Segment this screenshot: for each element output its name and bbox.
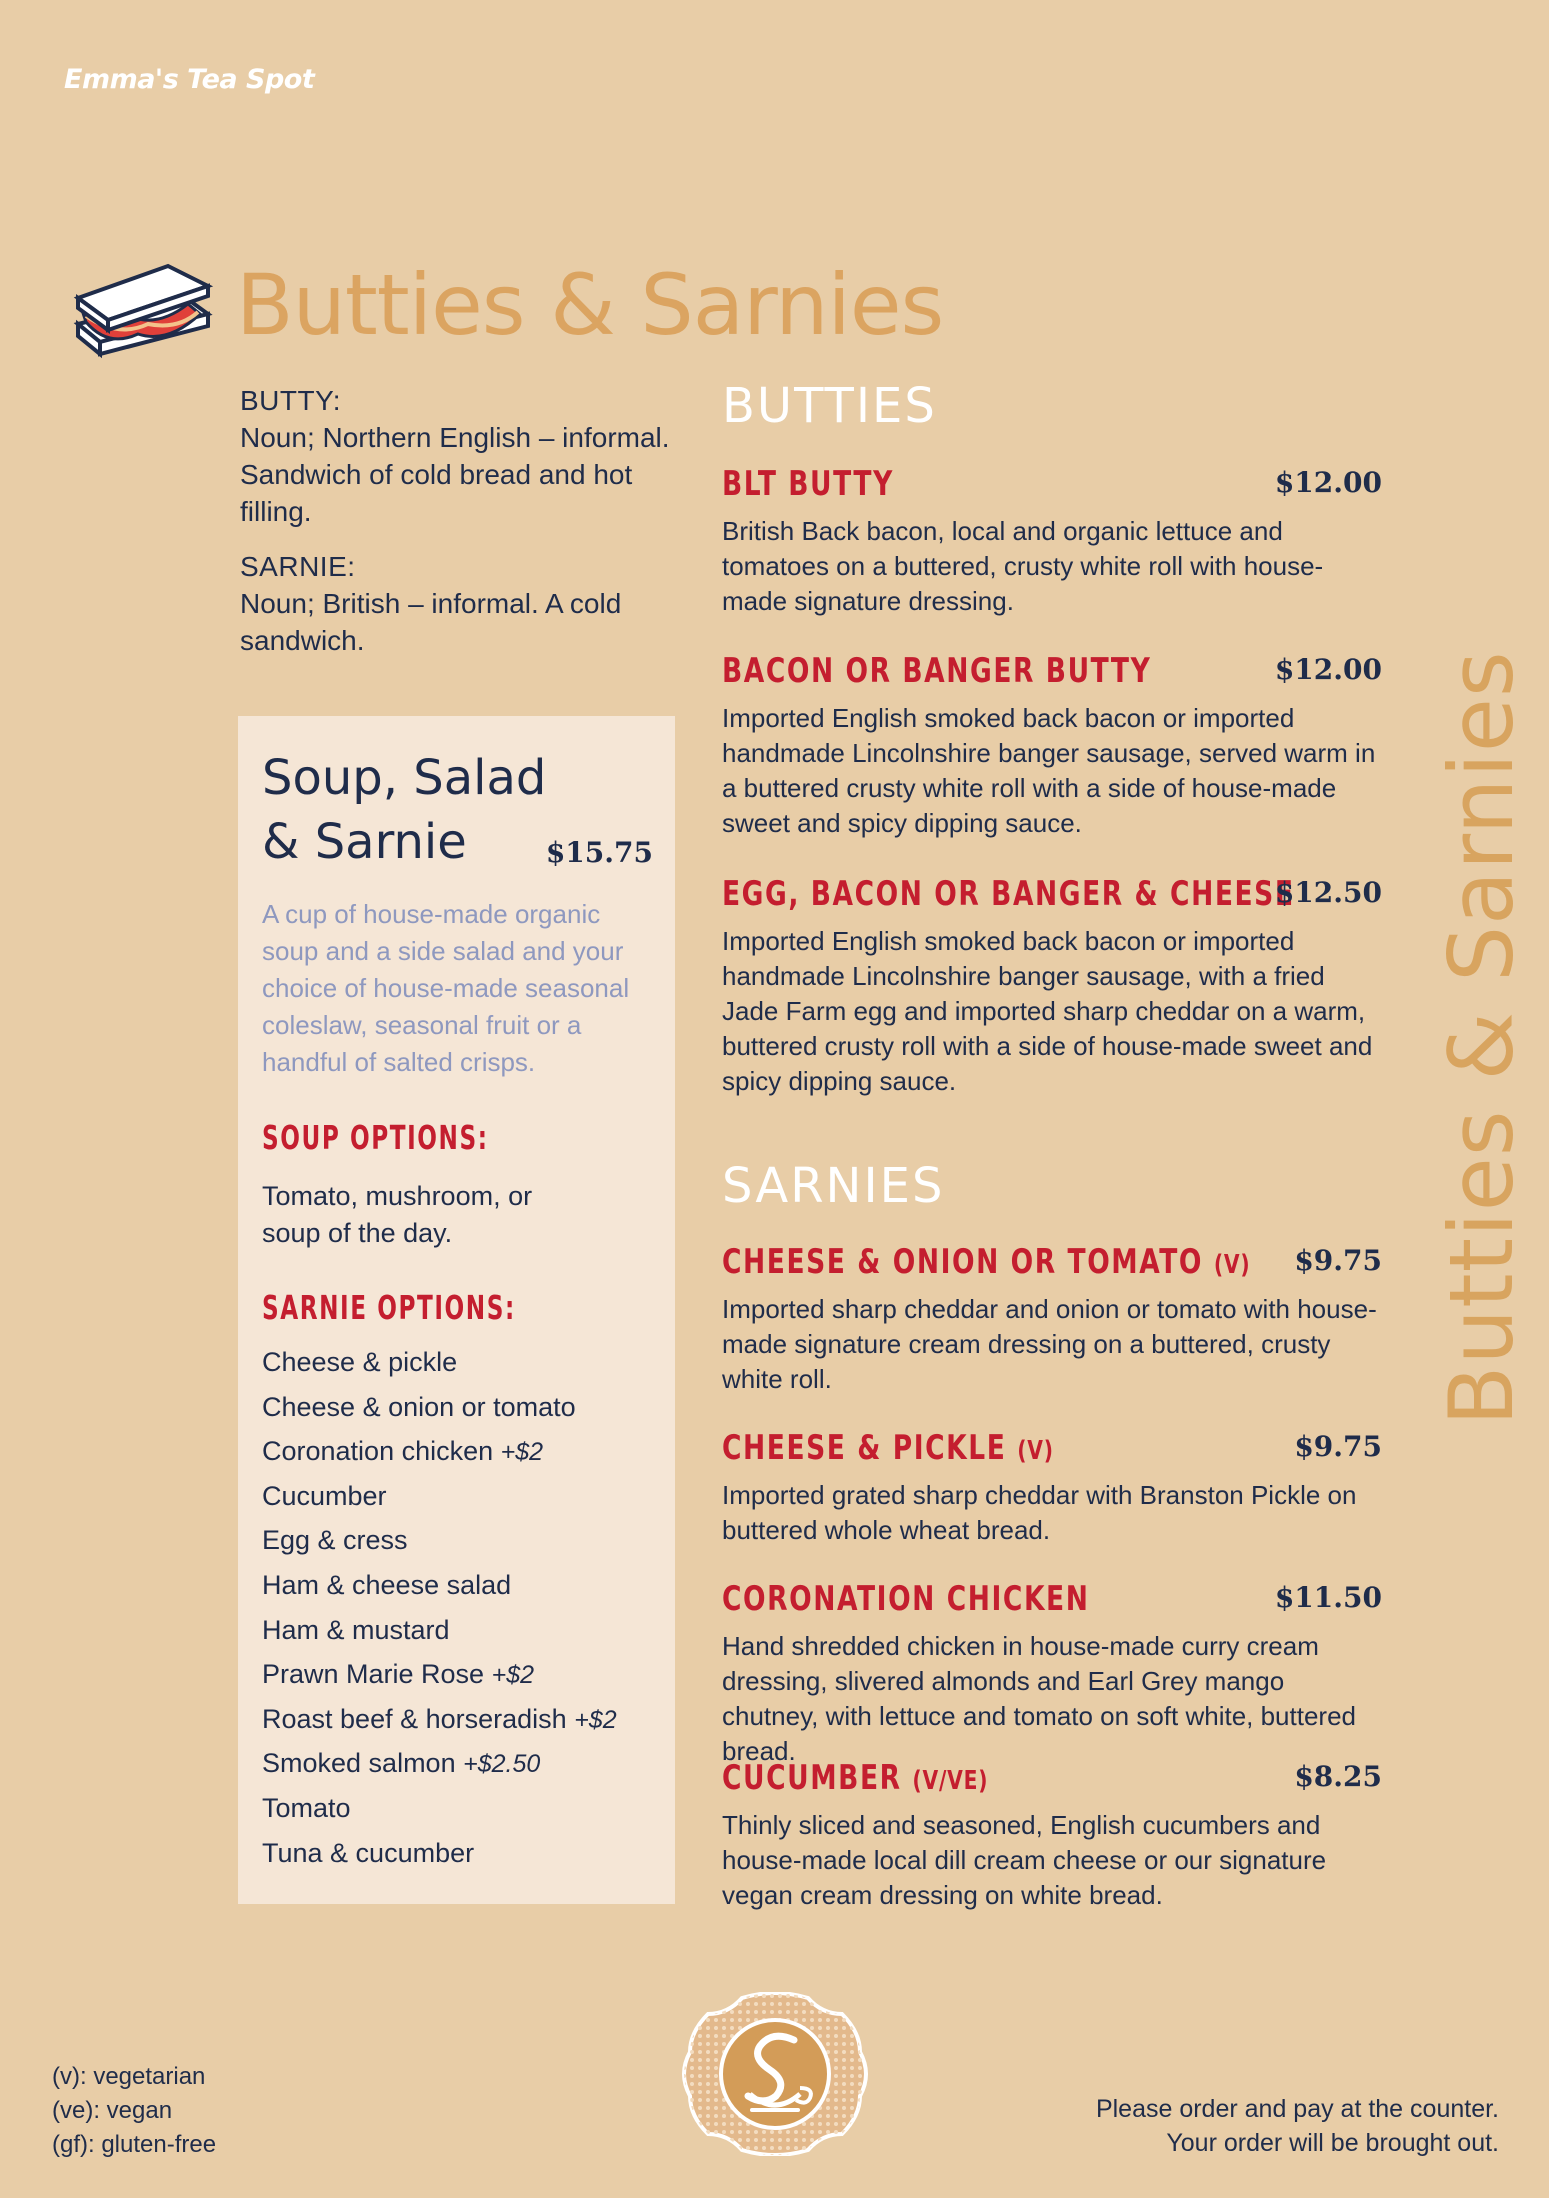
definition-term: BUTTY: [240,385,342,416]
sarnie-options-heading: SARNIE OPTIONS: [262,1288,516,1327]
side-title: Butties & Sarnies [1430,650,1533,1426]
item-name: CORONATION CHICKEN [722,1579,1090,1619]
sarnie-options-list [262,1340,617,1875]
sarnie-option: Prawn Marie Rose +$2 [262,1659,535,1690]
legend-item: (v): vegetarian [52,2063,206,2090]
combo-box [238,716,675,1904]
page-title: Butties & Sarnies [236,256,944,354]
soup-options-text: Tomato, mushroom, or soup of the day. [262,1181,533,1248]
combo-description: A cup of house-made organic soup and a side salad and your choice of house-made seasonal coleslaw, seasonal fruit or a handful of salted crisps. [262,899,630,1077]
item-price: $12.50 [1274,876,1382,909]
item-price: $9.75 [1294,1244,1382,1277]
item-price: $11.50 [1274,1581,1382,1614]
item-description: Thinly sliced and seasoned, English cucumbers and house-made local dill cream cheese or our signature vegan cream dressing on white bread. [722,1810,1327,1910]
item-description: Imported sharp cheddar and onion or tomato with house-made signature cream dressing on a buttered, crusty white roll. [722,1294,1377,1394]
sarnie-option: Smoked salmon +$2.50 [262,1748,541,1779]
sandwich-icon [68,258,216,370]
legend-item: (gf): gluten-free [52,2131,217,2158]
item-description: Imported grated sharp cheddar with Branston Pickle on buttered whole wheat bread. [722,1480,1357,1545]
sarnie-option: Tomato [262,1792,351,1823]
item-description: Imported English smoked back bacon or imported handmade Lincolnshire banger sausage, with a fried Jade Farm egg and imported sharp cheddar on a warm, buttered crusty roll with a side of house-made sweet and spicy dipping sauce. [722,926,1373,1096]
footer-line: Your order will be brought out. [1166,2129,1499,2157]
sarnie-option: Cheese & onion or tomato [262,1391,576,1422]
sarnie-option: Egg & cress [262,1525,408,1556]
sarnie-option: Cucumber [262,1480,387,1511]
sarnie-option: Tuna & cucumber [262,1837,475,1868]
combo-price: $15.75 [545,836,653,869]
brand-name: Emma's Tea Spot [64,64,315,95]
sarnie-option: Ham & cheese salad [262,1569,512,1600]
sarnie-option: Coronation chicken +$2 [262,1436,544,1467]
sarnie-option: Ham & mustard [262,1614,450,1645]
item-price: $9.75 [1294,1430,1382,1463]
definition-body: Noun; British – informal. A cold sandwich. [240,588,622,656]
dietary-legend [52,2060,216,2162]
teacup-logo-icon [672,1992,878,2156]
item-price: $12.00 [1274,653,1382,686]
footer-note [1096,2092,1499,2160]
butties-heading: BUTTIES [722,378,937,434]
sarnies-heading: SARNIES [722,1158,945,1214]
item-name: CUCUMBER (V/VE) [722,1758,989,1798]
sarnie-option: Roast beef & horseradish +$2 [262,1703,617,1734]
item-name: CHEESE & ONION OR TOMATO (V) [722,1242,1251,1282]
item-description: Hand shredded chicken in house-made curry cream dressing, slivered almonds and Earl Grey mango chutney, with lettuce and tomato on soft white, buttered bread. [722,1631,1357,1766]
sarnie-option: Cheese & pickle [262,1347,458,1377]
item-name: BACON OR BANGER BUTTY [722,651,1152,691]
footer-line: Please order and pay at the counter. [1095,2095,1499,2123]
item-description: Imported English smoked back bacon or imported handmade Lincolnshire banger sausage, served warm in a buttered crusty white roll with a side of house-made sweet and spicy dipping sauce. [722,703,1376,838]
legend-item: (ve): vegan [52,2097,173,2124]
item-name: CHEESE & PICKLE (V) [722,1428,1054,1468]
combo-title: Soup, Salad & Sarnie [262,750,547,870]
item-price: $12.00 [1274,466,1382,499]
definition-body: Noun; Northern English – informal. Sandwich of cold bread and hot filling. [240,422,670,527]
item-price: $8.25 [1294,1760,1382,1793]
item-name: BLT BUTTY [722,464,894,504]
definition-term: SARNIE: [240,551,356,582]
item-name: EGG, BACON OR BANGER & CHEESE [722,874,1295,914]
soup-options-heading: SOUP OPTIONS: [262,1118,489,1157]
definitions [240,382,680,677]
item-description: British Back bacon, local and organic lettuce and tomatoes on a buttered, crusty white roll with house-made signature dressing. [722,516,1324,616]
